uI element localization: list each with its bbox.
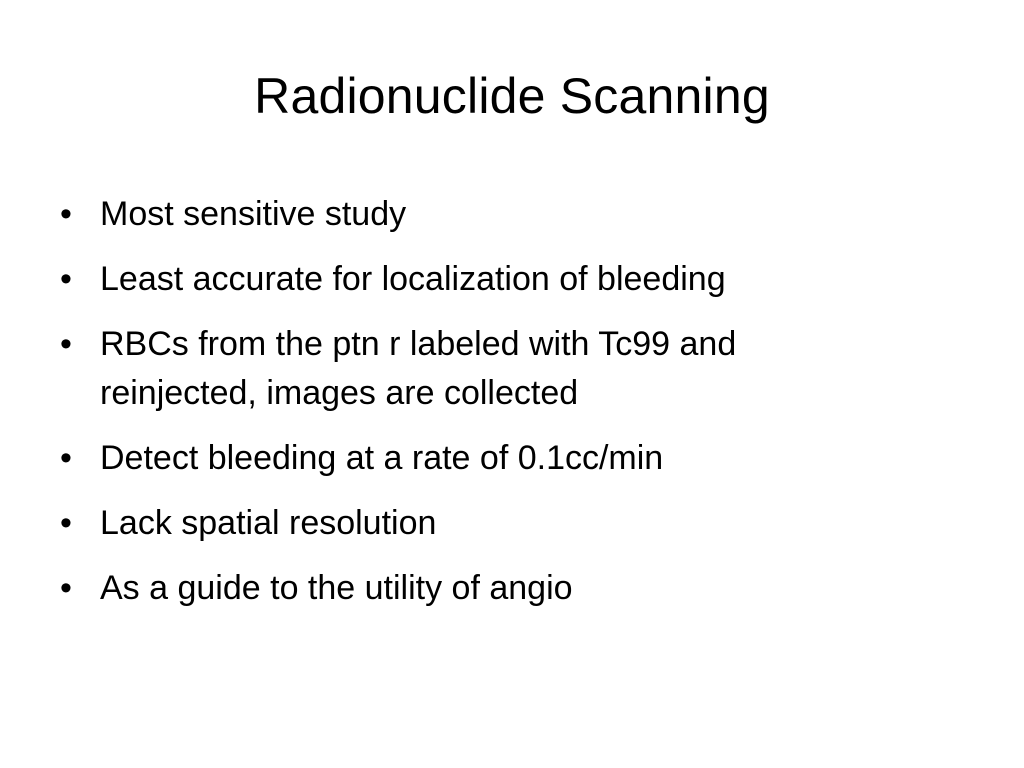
slide-title: Radionuclide Scanning bbox=[254, 68, 770, 124]
bullet-icon: • bbox=[60, 325, 72, 363]
bullet-item bbox=[60, 564, 960, 613]
bullet-item bbox=[60, 499, 960, 548]
bullet-icon: • bbox=[60, 260, 72, 298]
bullet-text: Lack spatial resolution bbox=[100, 504, 437, 542]
bullet-text: Most sensitive study bbox=[100, 195, 407, 233]
bullet-item bbox=[60, 190, 960, 239]
bullet-item bbox=[60, 434, 960, 483]
bullet-list bbox=[60, 190, 960, 629]
bullet-text: As a guide to the utility of angio bbox=[100, 569, 573, 607]
bullet-text: Least accurate for localization of bleeding bbox=[100, 260, 726, 298]
bullet-icon: • bbox=[60, 439, 72, 477]
bullet-text: RBCs from the ptn r labeled with Tc99 and reinjected, images are collected bbox=[100, 325, 737, 412]
bullet-item bbox=[60, 255, 960, 304]
bullet-text: Detect bleeding at a rate of 0.1cc/min bbox=[100, 439, 664, 477]
bullet-icon: • bbox=[60, 504, 72, 542]
bullet-icon: • bbox=[60, 195, 72, 233]
bullet-item bbox=[60, 320, 960, 418]
bullet-icon: • bbox=[60, 569, 72, 607]
